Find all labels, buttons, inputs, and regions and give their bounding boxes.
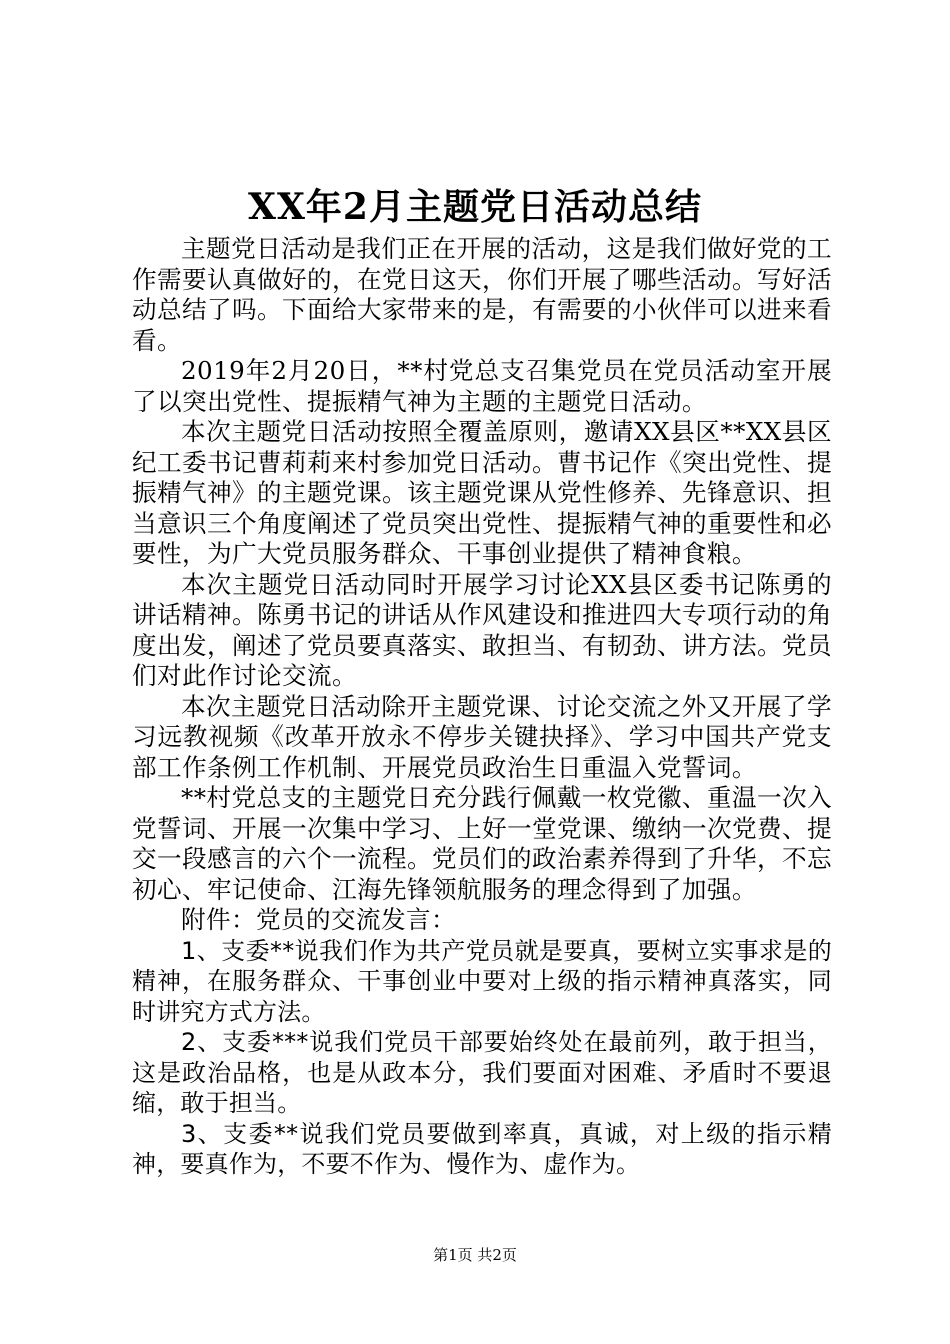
- page-number-footer: 第1页 共2页: [433, 1246, 517, 1264]
- paragraph-six-ones: **村党总支的主题党日充分践行佩戴一枚党徽、重温一次入党誓词、开展一次集中学习、上好一堂党课、缴纳一次党费、提交一段感言的六个一流程。党员们的政治素养得到了升华，不忘初心、牢记使命、江海先锋领航服务的理念得到了加强。: [132, 783, 832, 904]
- paragraph-other-activities: 本次主题党日活动除开主题党课、讨论交流之外又开展了学习远教视频《改革开放永不停步关键抉择》、学习中国共产党支部工作条例工作机制、开展党员政治生日重温入党誓词。: [132, 691, 832, 782]
- paragraph-speech-3: 3、支委**说我们党员要做到率真，真诚，对上级的指示精神，要真作为，不要不作为、慢作为、虚作为。: [132, 1119, 832, 1178]
- document-body: [132, 234, 832, 1180]
- paragraph-speech-1: 1、支委**说我们作为共产党员就是要真，要树立实事求是的精神，在服务群众、干事创业中要对上级的指示精神真落实，同时讲究方式方法。: [132, 936, 832, 1026]
- paragraph-attachment-heading: 附件：党员的交流发言：: [181, 905, 456, 934]
- document-title: XX年2月主题党日活动总结: [248, 186, 702, 228]
- paragraph-speech-2: 2、支委***说我们党员干部要始终处在最前列，敢于担当，这是政治品格，也是从政本分，我们要面对困难、矛盾时不要退缩，敢于担当。: [132, 1028, 832, 1117]
- paragraph-study-discussion: 本次主题党日活动同时开展学习讨论XX县区委书记陈勇的讲话精神。陈勇书记的讲话从作风建设和推进四大专项行动的角度出发，阐述了党员要真落实、敢担当、有韧劲、讲方法。党员们对此作讨论交流。: [132, 569, 832, 690]
- paragraph-date: 2019年2月20日，**村党总支召集党员在党员活动室开展了以突出党性、提振精气神为主题的主题党日活动。: [132, 356, 832, 416]
- paragraph-party-lesson: 本次主题党日活动按照全覆盖原则，邀请XX县区**XX县区纪工委书记曹莉莉来村参加党日活动。曹书记作《突出党性、提振精气神》的主题党课。该主题党课从党性修养、先锋意识、担当意识三个角度阐述了党员突出党性、提振精气神的重要性和必要性，为广大党员服务群众、干事创业提供了精神食粮。: [132, 417, 832, 568]
- paragraph-intro: 主题党日活动是我们正在开展的活动，这是我们做好党的工作需要认真做好的，在党日这天，你们开展了哪些活动。写好活动总结了吗。下面给大家带来的是，有需要的小伙伴可以进来看看。: [132, 234, 832, 355]
